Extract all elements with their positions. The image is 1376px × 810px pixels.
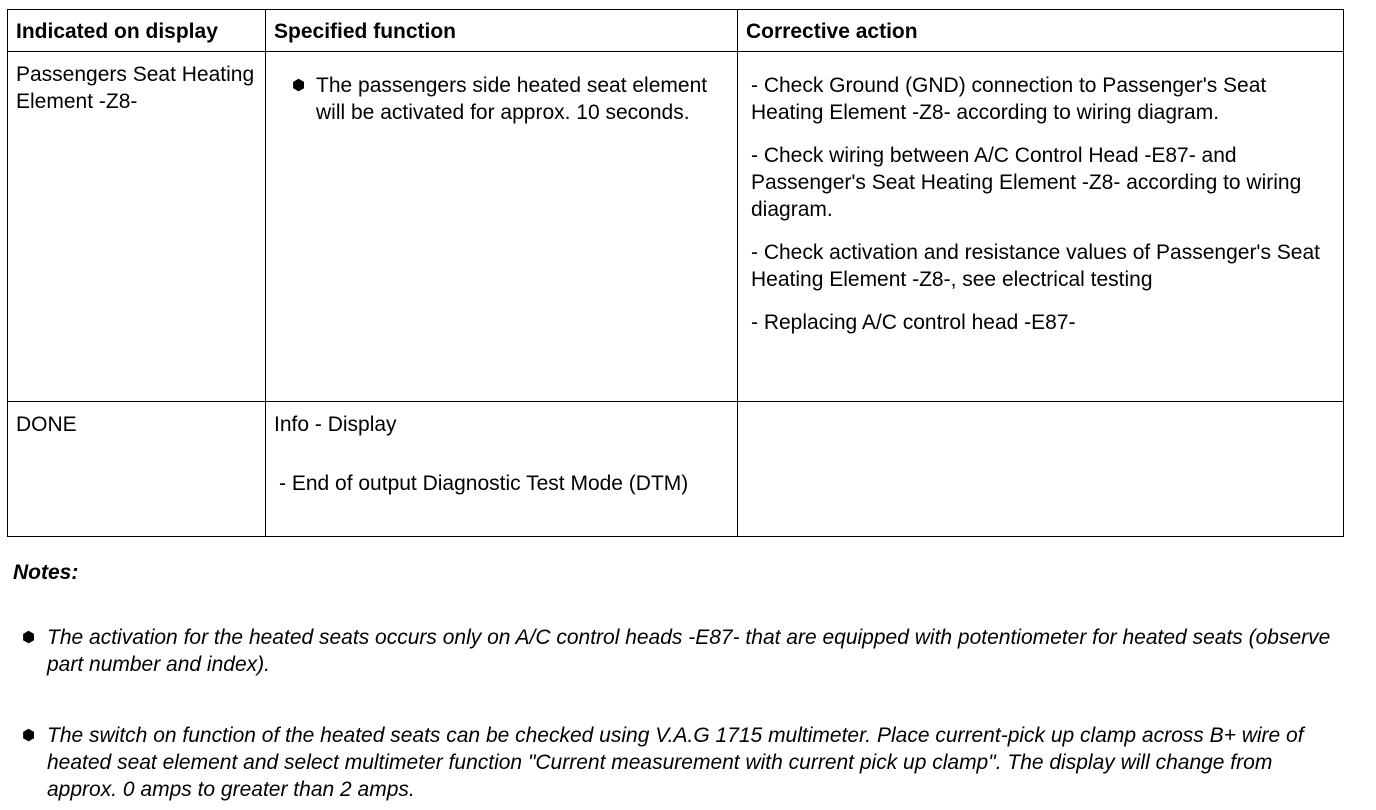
cell-corrective [738, 52, 1344, 402]
header-indicated: Indicated on display [8, 10, 266, 52]
corrective-step: - Check activation and resistance values of Passenger's Seat Heating Element -Z8-, see electrical testing [751, 241, 1320, 291]
table-row [8, 402, 1344, 537]
cell-function [266, 52, 738, 402]
function-detail: - End of output Diagnostic Test Mode (DTM) [279, 472, 689, 495]
diagnostic-table [7, 9, 1344, 537]
note-text: The activation for the heated seats occurs only on A/C control heads -E87- that are equipped with potentiometer for heated seats (observe part number and index). [47, 626, 1331, 676]
header-function: Specified function [266, 10, 738, 52]
table-row [8, 52, 1344, 402]
note-text: The switch on function of the heated seats can be checked using V.A.G 1715 multimeter. Place current-pick up clamp across B+ wire of heated seat element and select multimeter function "Current measurement with current pick up clamp". The display will change from approx. 0 amps to greater than 2 amps. [47, 724, 1304, 801]
cell-indicated: Passengers Seat Heating Element -Z8- [8, 52, 266, 402]
cell-function [266, 402, 738, 537]
diamond-bullet-icon: ⬢ [22, 727, 36, 744]
diamond-bullet-icon: ⬢ [22, 629, 36, 646]
table-header-row [8, 10, 1344, 52]
diamond-bullet-icon: ⬢ [292, 77, 306, 94]
corrective-step: - Replacing A/C control head -E87- [751, 311, 1076, 334]
header-corrective: Corrective action [738, 10, 1344, 52]
function-bullet-text: The passengers side heated seat element will be activated for approx. 10 seconds. [316, 74, 708, 124]
note-item [22, 722, 1342, 803]
corrective-step: - Check Ground (GND) connection to Passenger's Seat Heating Element -Z8- according to wiring diagram. [751, 74, 1267, 124]
notes-title: Notes: [13, 561, 79, 584]
note-item [22, 624, 1342, 678]
function-title: Info - Display [274, 413, 397, 436]
function-bullet-item [282, 72, 729, 126]
corrective-step: - Check wiring between A/C Control Head -E87- and Passenger's Seat Heating Element -Z8- according to wiring diagram. [751, 144, 1302, 221]
cell-corrective-empty [738, 402, 1344, 537]
cell-indicated: DONE [8, 402, 266, 537]
